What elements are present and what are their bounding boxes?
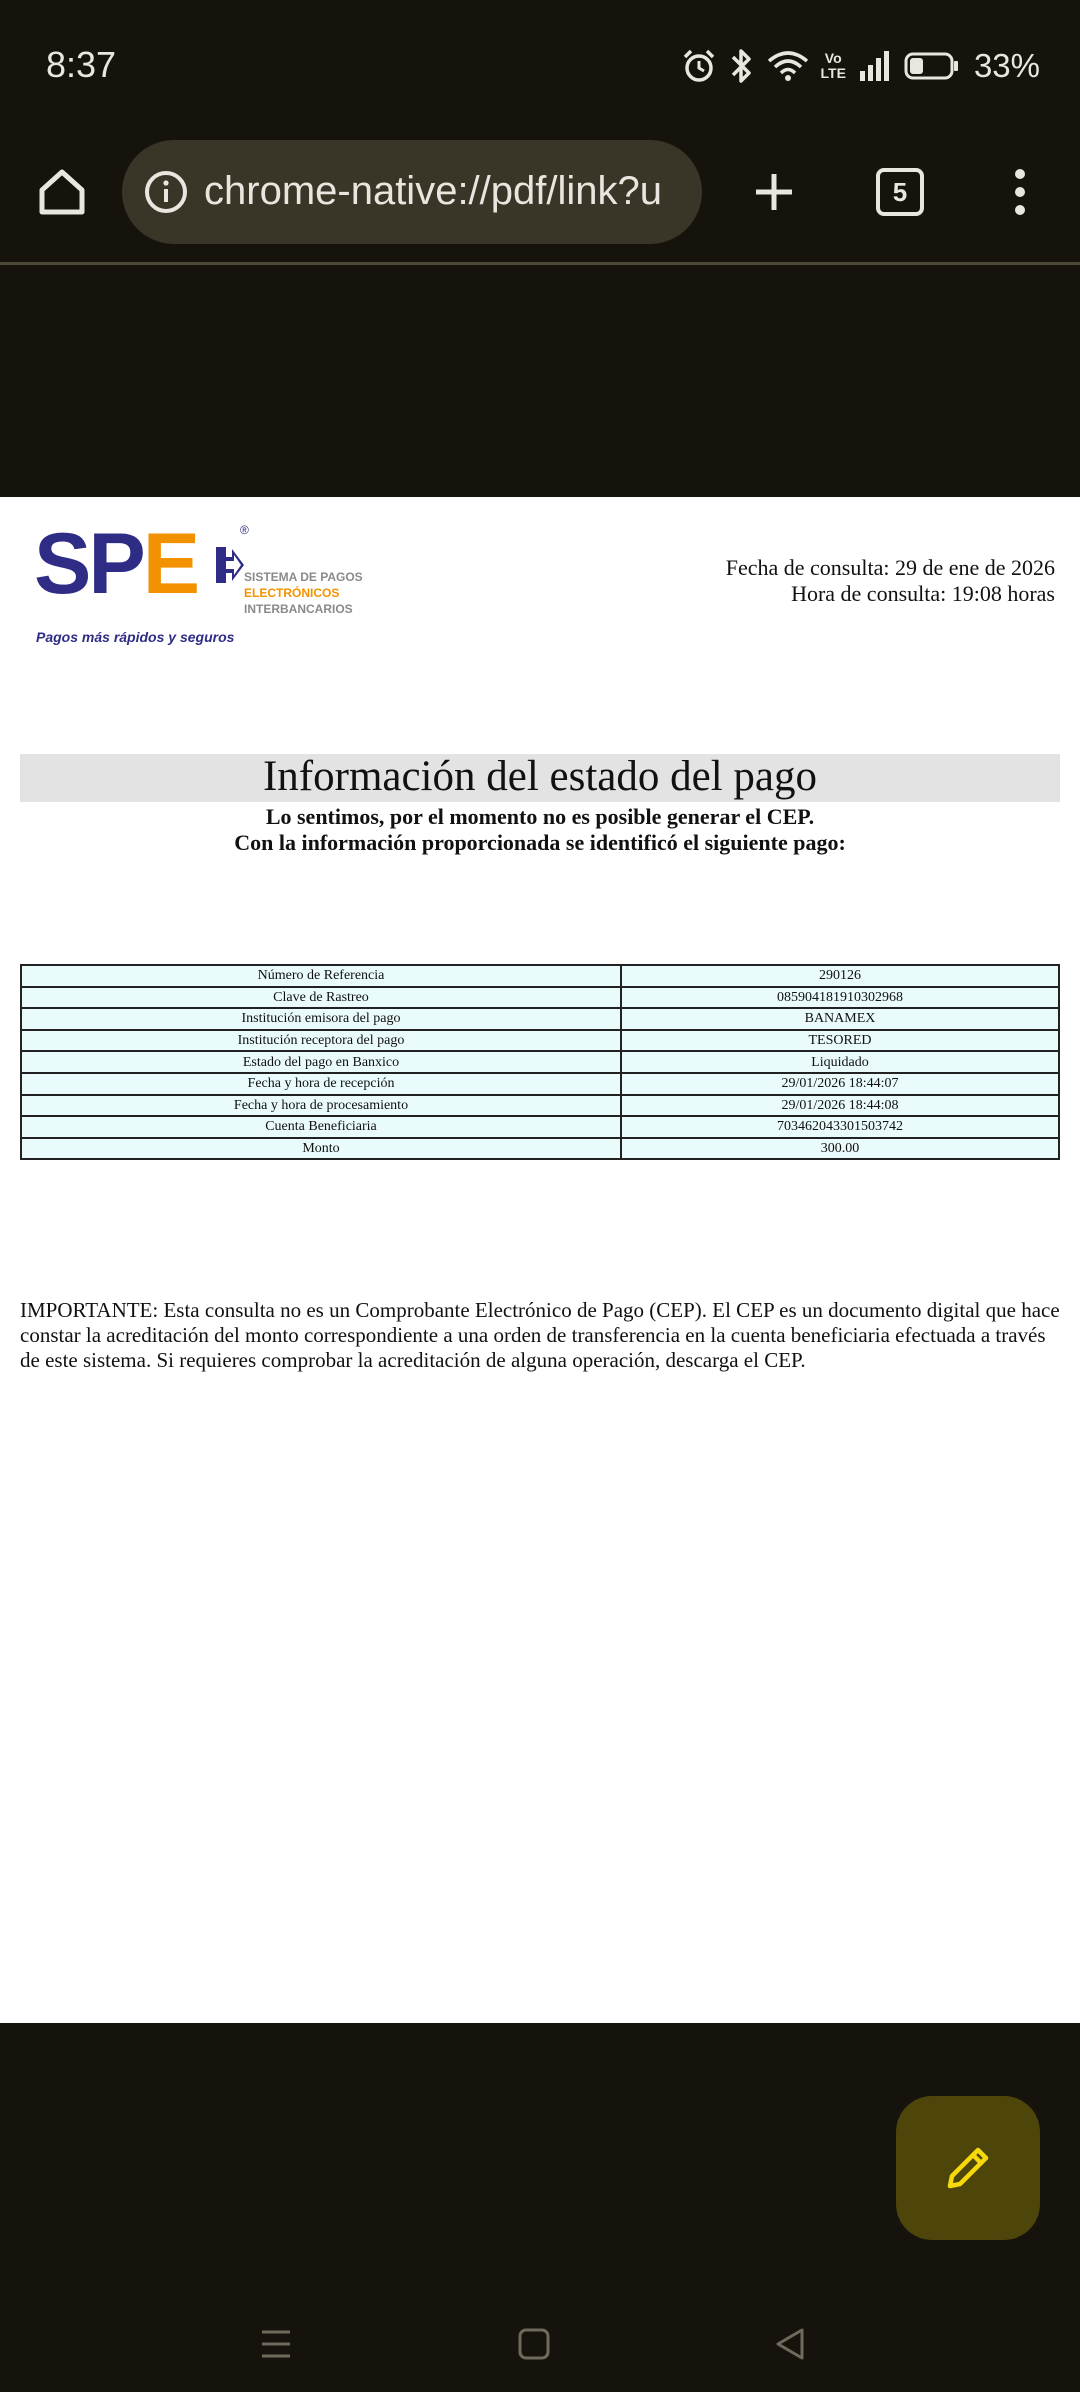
row-value: 29/01/2026 18:44:07 bbox=[621, 1073, 1059, 1095]
volte-indicator: Vo LTE bbox=[820, 50, 846, 81]
battery-percent: 33% bbox=[973, 47, 1040, 84]
page-title: Información del estado del pago bbox=[262, 753, 818, 800]
signal-icon bbox=[858, 49, 892, 83]
back-button[interactable] bbox=[760, 2314, 820, 2374]
logo-wordmark: SPE bbox=[34, 516, 198, 612]
back-icon bbox=[772, 2326, 808, 2362]
url-text[interactable]: chrome-native://pdf/link?u bbox=[204, 169, 663, 213]
bluetooth-icon bbox=[729, 47, 755, 85]
row-label: Clave de Rastreo bbox=[21, 987, 621, 1009]
pdf-page bbox=[0, 497, 1080, 2023]
row-value: 085904181910302968 bbox=[621, 987, 1059, 1009]
battery-icon bbox=[904, 51, 960, 81]
home-icon bbox=[36, 166, 88, 218]
table-row bbox=[21, 1073, 1059, 1095]
row-value: Liquidado bbox=[621, 1051, 1059, 1073]
row-value: 290126 bbox=[621, 965, 1059, 987]
table-row bbox=[21, 1138, 1059, 1160]
logo-tagline: Pagos más rápidos y seguros bbox=[36, 629, 235, 645]
more-icon bbox=[1010, 167, 1030, 217]
fecha-consulta: Fecha de consulta: 29 de ene de 2026 bbox=[725, 555, 1055, 580]
status-icons bbox=[681, 44, 1040, 88]
pencil-icon bbox=[940, 2140, 996, 2196]
home-nav-icon bbox=[516, 2326, 552, 2362]
row-label: Estado del pago en Banxico bbox=[21, 1051, 621, 1073]
row-value: 300.00 bbox=[621, 1138, 1059, 1160]
row-label: Monto bbox=[21, 1138, 621, 1160]
clock: 8:37 bbox=[46, 44, 117, 85]
notice-line-1: Lo sentimos, por el momento no es posible generar el CEP. bbox=[265, 804, 815, 829]
row-label: Cuenta Beneficiaria bbox=[21, 1116, 621, 1138]
row-label: Institución receptora del pago bbox=[21, 1030, 621, 1052]
wifi-icon bbox=[767, 49, 809, 83]
table-row bbox=[21, 1116, 1059, 1138]
tab-switcher-icon: 5 bbox=[876, 168, 924, 216]
system-nav-bar bbox=[0, 2300, 1080, 2392]
alarm-icon bbox=[681, 48, 717, 84]
row-label: Fecha y hora de recepción bbox=[21, 1073, 621, 1095]
home-nav-button[interactable] bbox=[504, 2314, 564, 2374]
row-label: Fecha y hora de procesamiento bbox=[21, 1095, 621, 1117]
recents-icon bbox=[258, 2326, 294, 2362]
info-icon bbox=[143, 169, 189, 215]
important-notice: IMPORTANTE: Esta consulta no es un Comprobante Electrónico de Pago (CEP). El CEP es un documento digital que hace constar la acreditación del monto correspondiente a una orden de transferencia en la cuenta beneficiaria efectuada a través de este sistema. Si requieres comprobar la acreditación de alguna operación, descarga el CEP. bbox=[20, 1298, 1060, 1372]
registered-mark: ® bbox=[240, 523, 249, 537]
logo-arrow-icon bbox=[216, 547, 244, 583]
recents-button[interactable] bbox=[246, 2314, 306, 2374]
table-row bbox=[21, 1030, 1059, 1052]
table-row bbox=[21, 1095, 1059, 1117]
table-row bbox=[21, 987, 1059, 1009]
more-menu-button[interactable] bbox=[988, 160, 1052, 224]
row-value: TESORED bbox=[621, 1030, 1059, 1052]
url-bar[interactable] bbox=[122, 140, 702, 244]
row-label: Número de Referencia bbox=[21, 965, 621, 987]
table-row bbox=[21, 1051, 1059, 1073]
consulta-info bbox=[726, 555, 1055, 607]
row-value: 29/01/2026 18:44:08 bbox=[621, 1095, 1059, 1117]
payment-info-table bbox=[20, 964, 1060, 1160]
browser-toolbar bbox=[0, 130, 1080, 262]
row-value: BANAMEX bbox=[621, 1008, 1059, 1030]
home-button[interactable] bbox=[30, 160, 94, 224]
toolbar-divider bbox=[0, 262, 1080, 265]
tab-switcher-button[interactable] bbox=[868, 160, 932, 224]
row-label: Institución emisora del pago bbox=[21, 1008, 621, 1030]
hora-consulta: Hora de consulta: 19:08 horas bbox=[791, 581, 1055, 606]
spei-logo bbox=[34, 516, 374, 645]
site-info-button[interactable] bbox=[140, 166, 192, 218]
new-tab-button[interactable] bbox=[742, 160, 806, 224]
plus-icon bbox=[752, 170, 796, 214]
logo-subtitle: SISTEMA DE PAGOS ELECTRÓNICOS INTERBANCARIOS bbox=[244, 570, 363, 616]
row-value: 703462043301503742 bbox=[621, 1116, 1059, 1138]
notice-line-2: Con la información proporcionada se identificó el siguiente pago: bbox=[234, 830, 846, 855]
status-bar bbox=[0, 0, 1080, 130]
table-row bbox=[21, 1008, 1059, 1030]
table-row bbox=[21, 965, 1059, 987]
edit-fab[interactable] bbox=[896, 2096, 1040, 2240]
